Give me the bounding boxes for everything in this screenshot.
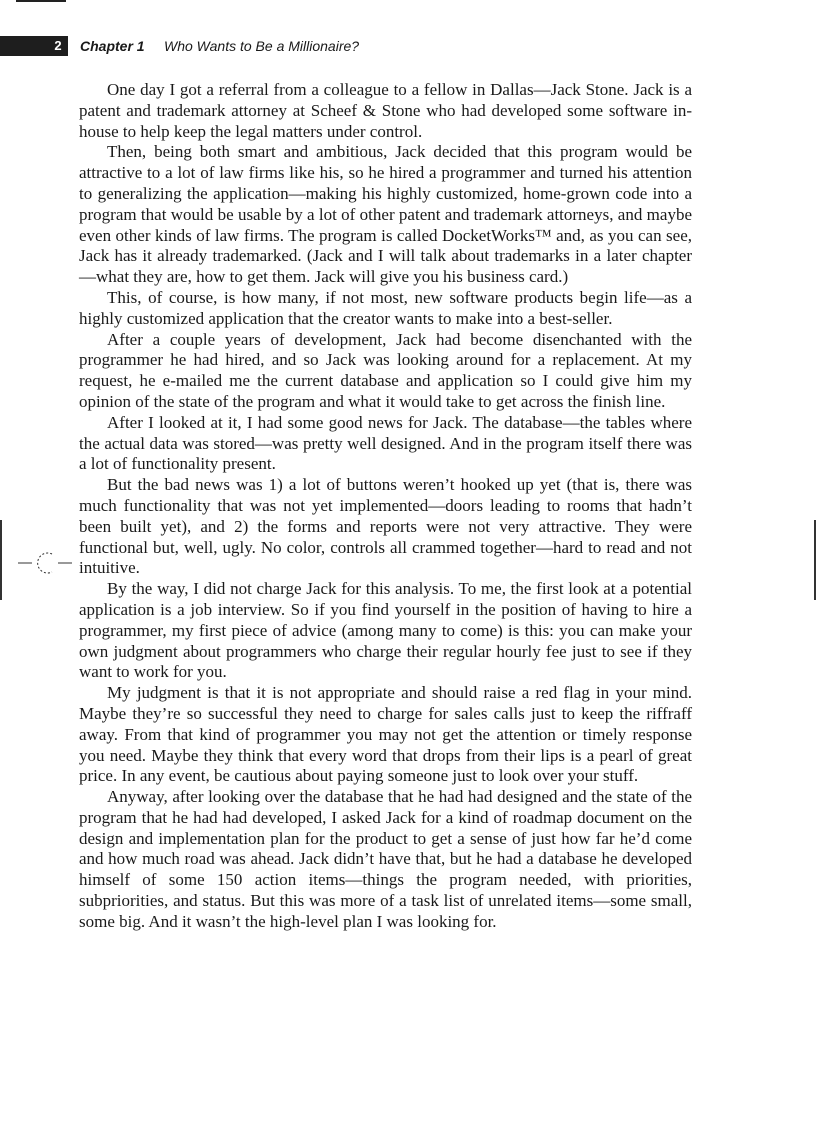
paragraph: Anyway, after looking over the database that he had had designed and the state of the program that he had had developed, I asked Jack for a kind of roadmap document on the design and implementation plan for the product to get a sense of just how far he’d come and how much road was ahead. Jack didn’t have that, but he had a database he developed himself of some 150 action items—things the program needed, with priorities, subpriorities, and status. But this was more of a task list of unrelated items—some small, some big. And it wasn’t the high-level plan I was looking for. [79, 787, 692, 931]
margin-mark-left [0, 520, 2, 600]
paragraph: But the bad news was 1) a lot of buttons weren’t hooked up yet (that is, there was much functionality that was not yet implemented—doors leading to rooms that hadn’t been built yet), and 2) the forms and reports were not very attractive. They were functional but, well, ugly. No color, controls all crammed together—hard to read and not intuitive. [79, 475, 692, 578]
crop-mark-top [16, 0, 66, 2]
registration-mark-icon [18, 548, 72, 578]
chapter-label: Chapter 1 [80, 38, 145, 54]
paragraph: By the way, I did not charge Jack for this analysis. To me, the first look at a potential application is a job interview. So if you find yourself in the position of having to hire a programmer, my first piece of advice (among many to come) is this: you can make your own judgment about programmers who charge their regular hourly fee just to see if they want to work for you. [79, 579, 692, 682]
running-header [0, 36, 816, 56]
chapter-title: Who Wants to Be a Millionaire? [164, 38, 360, 54]
paragraph: After a couple years of development, Jack had become disenchanted with the programmer he had hired, and so Jack was looking around for a replacement. At my request, he e-mailed me the current database and application so I could give him my opinion of the state of the program and what it would take to get across the finish line. [79, 329, 692, 411]
paragraph: This, of course, is how many, if not most, new software products begin life—as a highly customized application that the creator wants to make into a best-seller. [79, 287, 692, 328]
paragraph: Then, being both smart and ambitious, Jack decided that this program would be attractive to a lot of law firms like his, so he hired a programmer and turned his attention to generalizing the application—making his highly customized, home-grown code into a program that would be usable by a lot of other patent and trademark attorneys, and maybe even other kinds of law firms. The program is called DocketWorks™ and, as you can see, Jack has it already trademarked. (Jack and I will talk about trademarks in a later chapter—what they are, how to get them. Jack will give you his business card.) [79, 142, 692, 287]
paragraph: My judgment is that it is not appropriate and should raise a red flag in your mind. Maybe they’re so successful they need to charge for sales calls just to keep the riffraff away. From that kind of programmer you may not get the attention or timely response you need. Maybe they think that every word that drops from their lips is a pearl of great price. In any event, be cautious about paying someone just to look over your stuff. [79, 683, 692, 786]
paragraph: After I looked at it, I had some good news for Jack. The database—the tables where the actual data was stored—was pretty well designed. And in the program itself there was a lot of functionality present. [79, 412, 692, 474]
paragraph: One day I got a referral from a colleague to a fellow in Dallas—Jack Stone. Jack is a patent and trademark attorney at Scheef & Stone who had developed some software in-house to help keep the legal matters under control. [79, 80, 692, 141]
body-text [79, 80, 692, 933]
page-number: 2 [54, 38, 62, 53]
